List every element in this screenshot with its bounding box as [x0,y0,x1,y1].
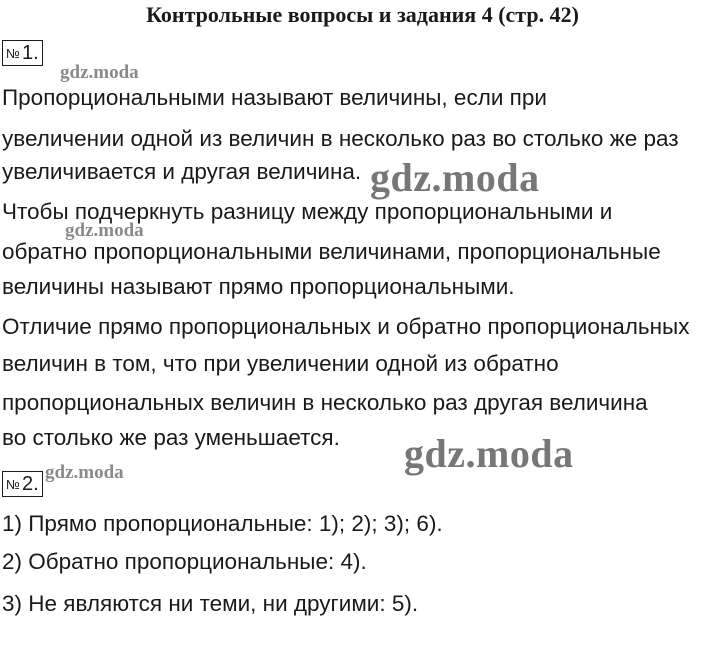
number-sign: № [6,46,20,61]
text-line: величин в том, что при увеличении одной из обратно [2,351,559,376]
watermark: gdz.moda [370,155,540,200]
text-line: во столько же раз уменьшается. [2,425,340,450]
watermark: gdz.moda [45,462,124,483]
task-number: 1. [21,42,39,64]
answer-line: 1) Прямо пропорциональные: 1); 2); 3); 6). [2,511,443,536]
text-line: увеличивается и другая величина. [2,159,362,184]
text-line: пропорциональных величин в несколько раз другая величина [2,390,648,415]
watermark: gdz.moda [65,220,144,241]
task-number-badge [2,471,43,497]
page-title: Контрольные вопросы и задания 4 (стр. 42) [146,2,579,27]
text-line: увеличении одной из величин в несколько раз во столько же раз [2,126,679,151]
text-line: Отличие прямо пропорциональных и обратно пропорциональных [2,314,690,339]
watermark: gdz.moda [404,431,574,476]
task-number: 2. [21,473,39,495]
text-line: Пропорциональными называют величины, если при [2,85,547,110]
text-line: величины называют прямо пропорциональными. [2,274,515,299]
answer-line: 2) Обратно пропорциональные: 4). [2,549,367,574]
text-line: Чтобы подчеркнуть разницу между пропорциональными и [2,199,613,224]
task-number-badge [2,40,43,66]
watermark: gdz.moda [60,62,139,83]
text-line: обратно пропорциональными величинами, пропорциональные [2,239,661,264]
number-sign: № [6,477,20,492]
answer-line: 3) Не являются ни теми, ни другими: 5). [2,591,419,616]
